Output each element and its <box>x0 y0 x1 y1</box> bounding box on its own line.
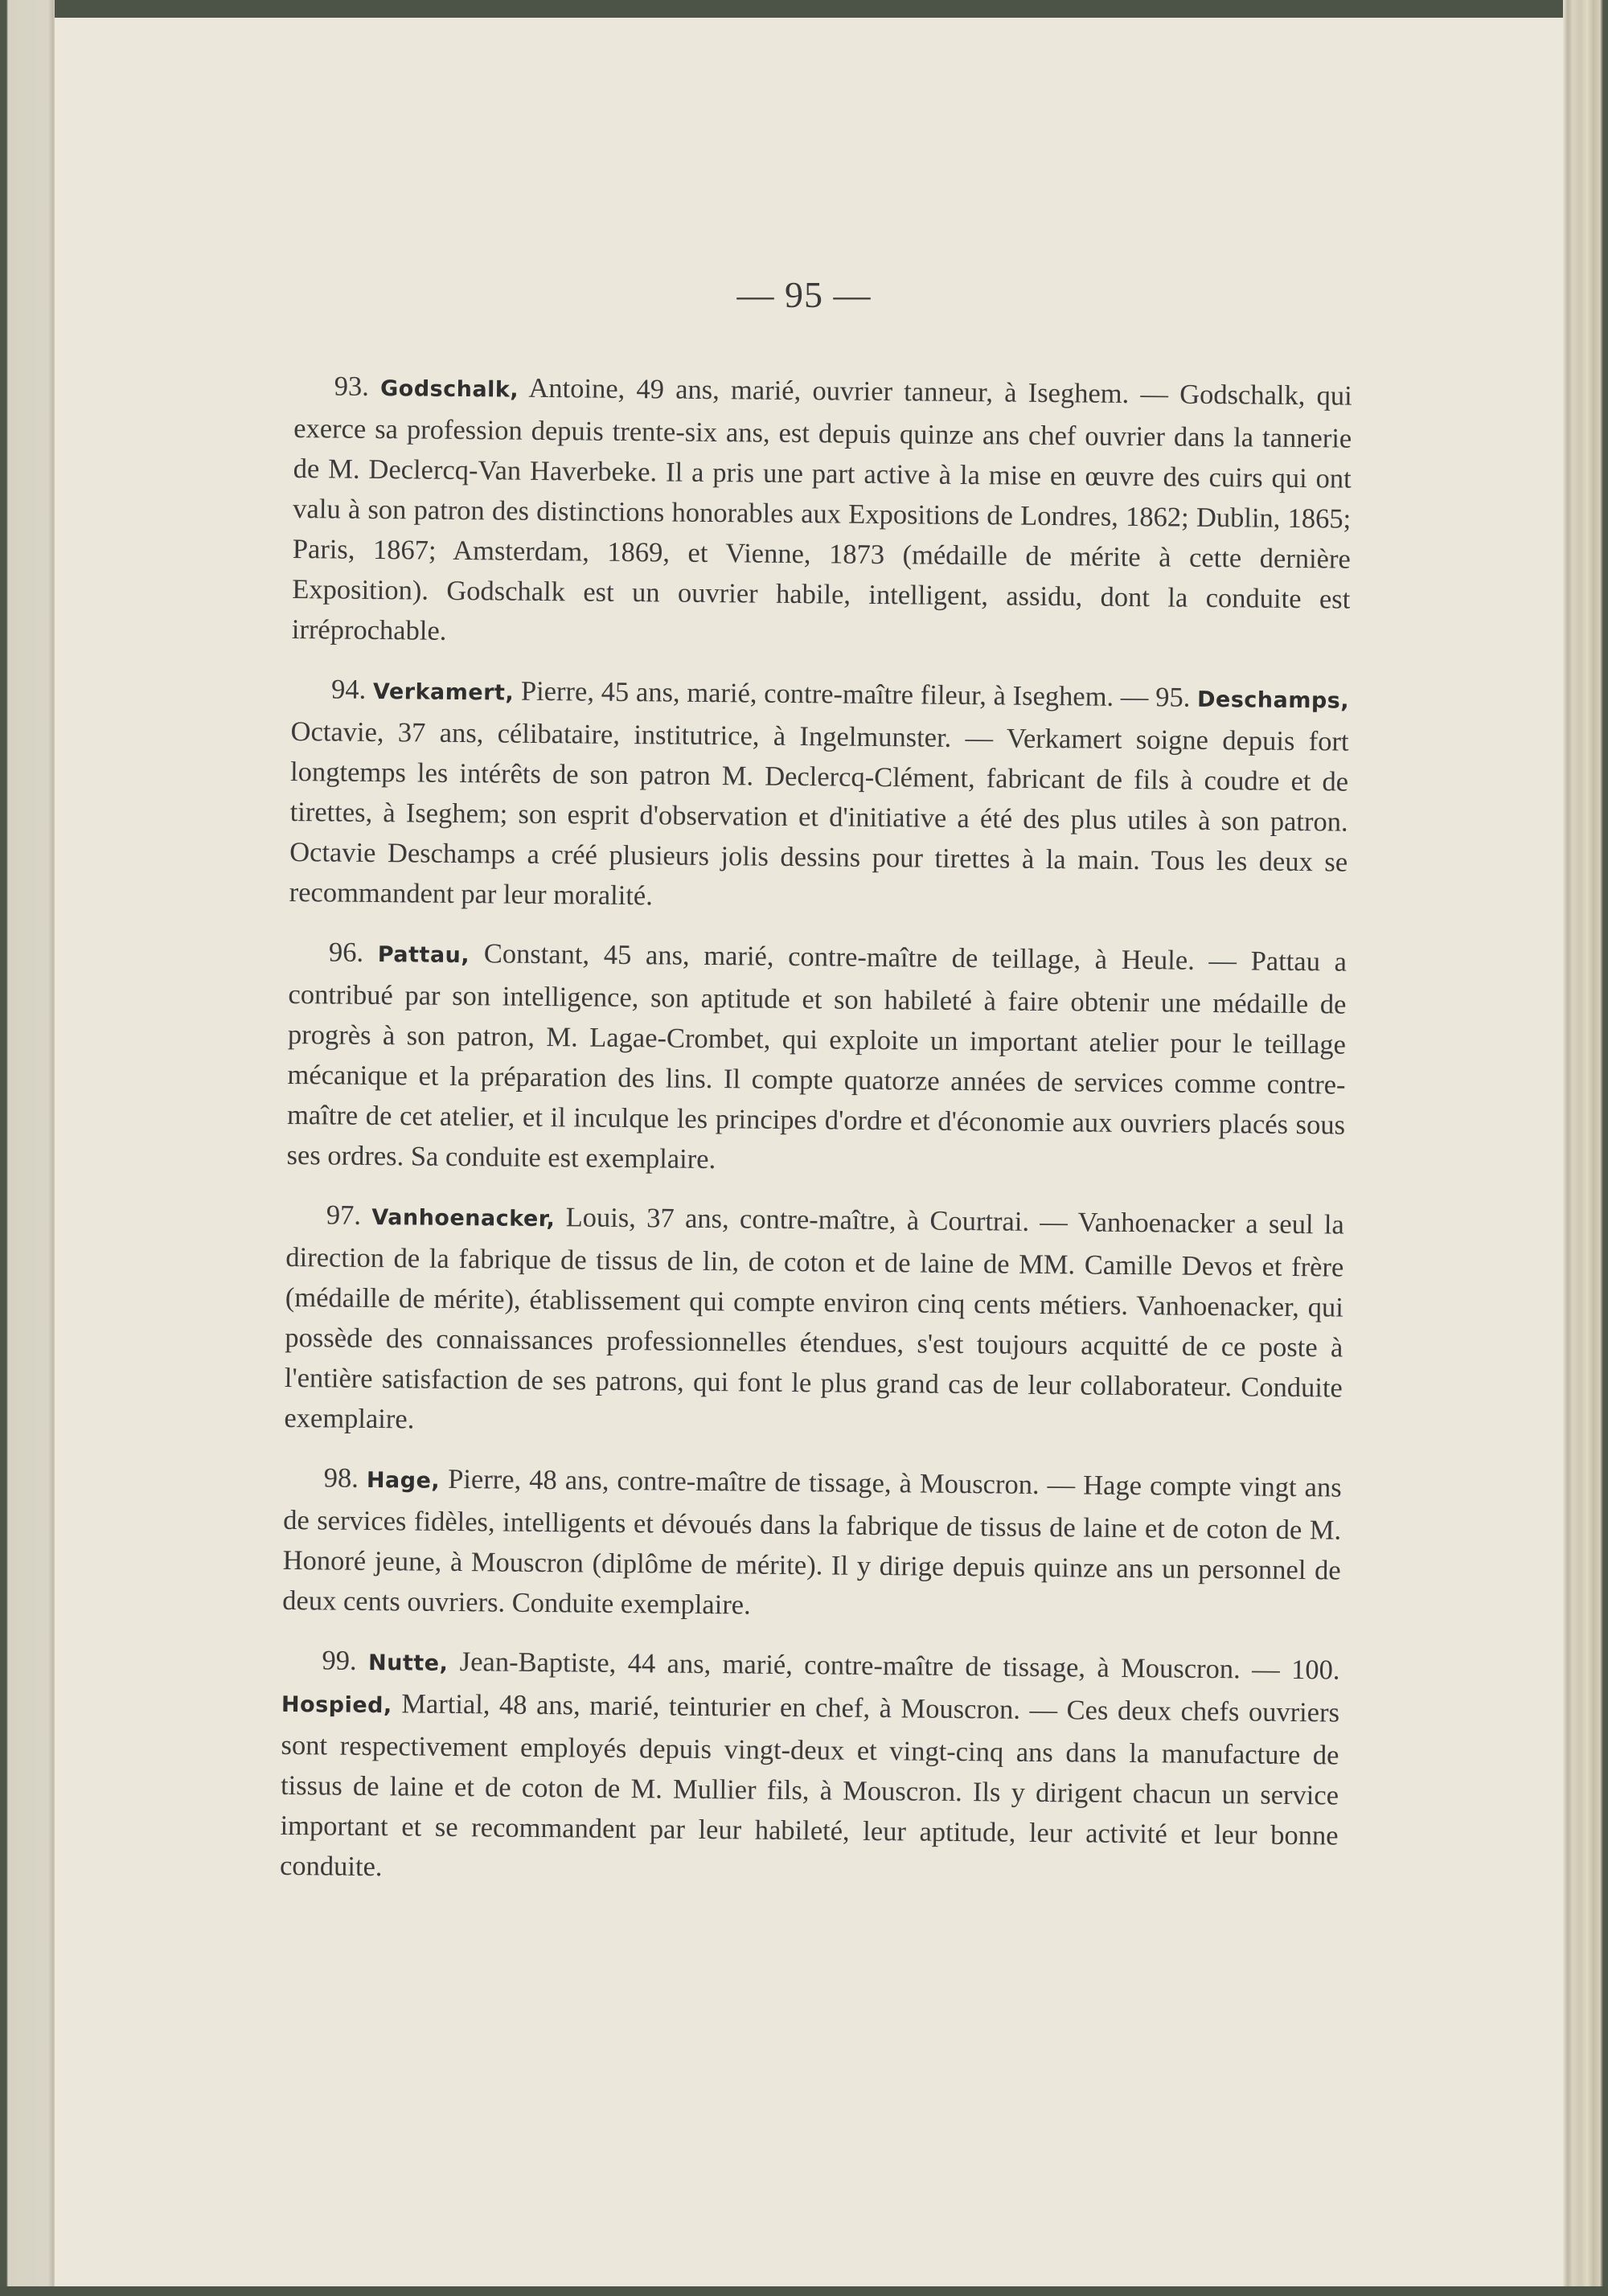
entry-96 <box>286 932 1347 1186</box>
entry-text: Octavie, 37 ans, célibataire, institutrice, à Ingelmunster. — Verkamert soigne depuis fort longtemps les intérêts de son patron M. Declercq-Clément, fabricant de fils à coudre et de tirettes, à Iseghem; son esprit d'observation et d'initiative a été des plus utiles à son patron. Octavie Deschamps a créé plusieurs jolis dessins pour tirettes à la main. Tous les deux se recommandent par leur moralité. <box>289 715 1349 912</box>
person-name: Verkamert, <box>372 679 515 706</box>
entry-99-100 <box>280 1640 1340 1896</box>
book-top-edge <box>0 0 1608 18</box>
entry-text: 97. <box>326 1199 372 1231</box>
person-name: Nutte, <box>367 1650 449 1676</box>
entry-text: 99. <box>322 1645 369 1676</box>
person-name: Vanhoenacker, <box>371 1204 556 1232</box>
entry-94-95 <box>289 669 1349 923</box>
person-name: Pattau, <box>377 942 470 969</box>
book-page-edges-right <box>1563 0 1608 2296</box>
book-bottom-edge <box>0 2286 1608 2296</box>
entry-93 <box>292 366 1352 660</box>
person-name: Hospied, <box>281 1691 392 1719</box>
entry-text: Pierre, 45 ans, marié, contre-maître fileur, à Iseghem. — 95. <box>514 675 1198 713</box>
page-text <box>280 366 1352 1916</box>
person-name: Deschamps, <box>1196 687 1350 714</box>
entry-text: 96. <box>328 937 379 969</box>
entry-text: Louis, 37 ans, contre-maître, à Courtrai. — Vanhoenacker a seul la direction de la fabrique de tissus de lin, de coton et de laine de MM. Camille Devos et frère (médaille de mérite), établissement qui compte environ cinq cents métiers. Vanhoenacker, qui possède des connaissances professionnelles étendues, s'est toujours acquitté de ce poste à l'entière satisfaction de ses patrons, qui font le plus grand cas de leur collaborateur. Conduite exemplaire. <box>284 1202 1344 1435</box>
page-number: — 95 — <box>736 274 872 315</box>
book-gutter-left <box>0 0 55 2296</box>
entry-text: Martial, 48 ans, marié, teinturier en chef, à Mouscron. — Ces deux chefs ouvriers sont respectivement employés depuis vingt-deux et vingt-cinq ans dans la manufacture de tissus de laine et de coton de M. Mullier fils, à Mouscron. Ils y dirigent chacun un service important et se recommandent par leur habileté, leur aptitude, leur activité et leur bonne conduite. <box>279 1688 1340 1883</box>
entry-97 <box>284 1195 1344 1449</box>
entry-98 <box>282 1458 1342 1631</box>
entry-text: Jean-Baptiste, 44 ans, marié, contre-maître de tissage, à Mouscron. — 100. <box>448 1646 1340 1686</box>
entry-text: 93. <box>334 371 381 403</box>
entry-text: Antoine, 49 ans, marié, ouvrier tanneur, à Iseghem. — Godschalk, qui exerce sa profession depuis trente-six ans, est depuis quinze ans chef ouvrier dans la tannerie de M. Declercq-Van Haverbeke. Il a pris une part active à la mise en œuvre des cuirs qui ont valu à son patron des distinctions honorables aux Expositions de Londres, 1862; Dublin, 1865; Paris, 1867; Amsterdam, 1869, et Vienne, 1873 (médaille de mérite à cette dernière Exposition). Godschalk est un ouvrier habile, intelligent, assidu, dont la conduite est irréprochable. <box>291 372 1352 646</box>
entry-text: Pierre, 48 ans, contre-maître de tissage, à Mouscron. — Hage compte vingt ans de services fidèles, intelligents et dévoués dans la fabrique de tissus de laine et de coton de M. Honoré jeune, à Mouscron (diplôme de mérite). Il y dirige depuis quinze ans un personnel de deux cents ouvriers. Conduite exemplaire. <box>282 1463 1342 1621</box>
person-name: Hage, <box>366 1467 441 1494</box>
entry-text: Constant, 45 ans, marié, contre-maître de teillage, à Heule. — Pattau a contribué par son intelligence, son aptitude et son habileté à faire obtenir une médaille de progrès à son patron, M. Lagae-Crombet, qui exploite un important atelier pour le teillage mécanique et la préparation des lins. Il compte quatorze années de services comme contre-maître de cet atelier, et il inculque les principes d'ordre et d'économie aux ouvriers placés sous ses ordres. Sa conduite est exemplaire. <box>286 938 1348 1175</box>
person-name: Godschalk, <box>379 376 519 403</box>
entry-text: 98. <box>323 1462 367 1494</box>
entry-text: 94. <box>330 674 374 705</box>
